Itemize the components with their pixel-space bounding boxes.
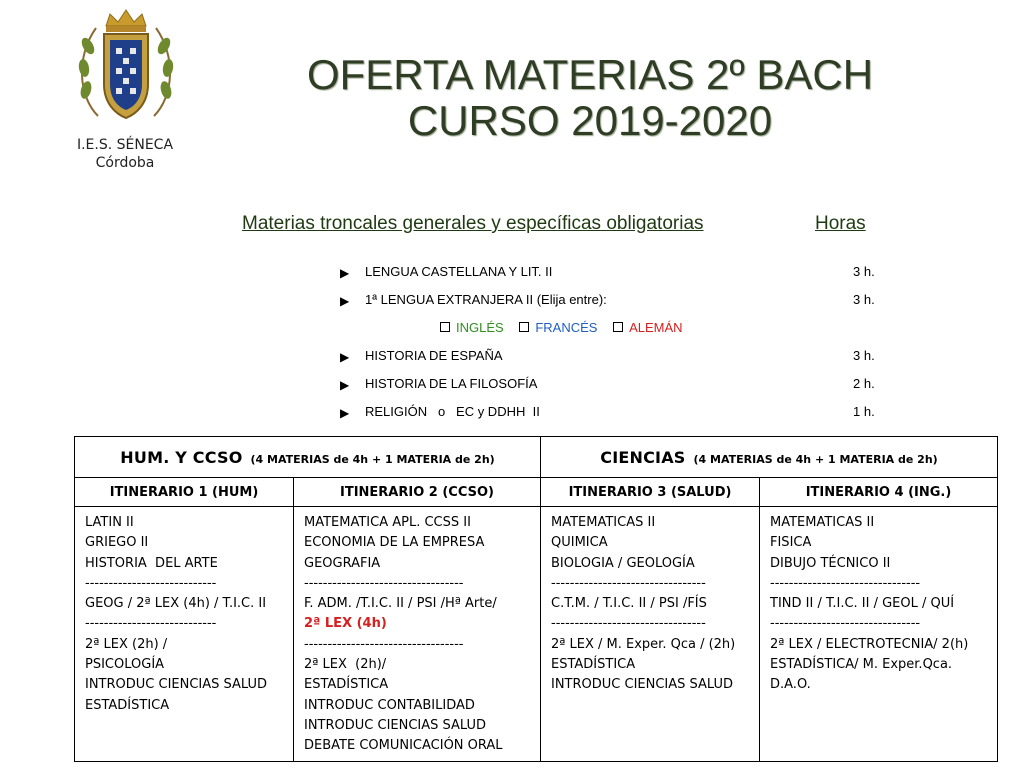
itinerary-3-subjects xyxy=(541,507,760,762)
list-item: MATEMATICAS II xyxy=(551,515,656,530)
list-item: ECONOMIA DE LA EMPRESA xyxy=(304,535,485,551)
page-title xyxy=(230,52,950,144)
separator: ---------------------------- xyxy=(85,616,217,632)
list-item: ESTADÍSTICA xyxy=(304,677,389,693)
subject-row xyxy=(340,290,880,318)
hours-header: Horas xyxy=(815,213,866,234)
separator: -------------------------------- xyxy=(770,575,921,591)
itinerary-4-subjects xyxy=(760,507,998,762)
list-item: DIBUJO TÉCNICO II xyxy=(770,555,891,571)
itinerary-2-subjects xyxy=(294,507,541,762)
list-item: INTRODUC CIENCIAS SALUD xyxy=(85,677,268,693)
school-name xyxy=(60,136,190,172)
option-frances: FRANCÉS xyxy=(535,320,598,335)
coat-of-arms-icon xyxy=(76,6,176,134)
group-header-row xyxy=(75,437,998,478)
itinerary-1-header: ITINERARIO 1 (HUM) xyxy=(75,478,294,507)
subject-hours: 1 h. xyxy=(853,404,875,419)
subject-label: RELIGIÓN o EC y DDHH II xyxy=(365,404,540,419)
list-item: 2ª LEX (4h) xyxy=(304,616,387,632)
subject-hours: 3 h. xyxy=(853,264,875,279)
list-item: ESTADÍSTICA/ M. Exper.Qca. xyxy=(770,657,953,673)
itinerary-content-row xyxy=(75,507,998,762)
option-aleman: ALEMÁN xyxy=(629,320,683,335)
option-ingles: INGLÉS xyxy=(456,320,504,335)
language-options xyxy=(440,318,695,338)
subjects-header: Materias troncales generales y específicas obligatorias xyxy=(242,213,704,234)
subject-hours: 3 h. xyxy=(853,348,875,363)
list-item: GEOGRAFIA xyxy=(304,555,381,571)
separator: --------------------------------- xyxy=(551,575,706,591)
list-item: BIOLOGIA / GEOLOGÍA xyxy=(551,555,695,571)
list-item: GEOG / 2ª LEX (4h) / T.I.C. II xyxy=(85,596,267,612)
list-item: C.T.M. / T.I.C. II / PSI /FÍS xyxy=(551,596,707,612)
subject-hours: 2 h. xyxy=(853,376,875,391)
subject-row xyxy=(340,262,880,290)
list-item: INTRODUC CIENCIAS SALUD xyxy=(304,717,487,733)
list-item: MATEMATICA APL. CCSS II xyxy=(304,515,471,530)
itinerary-2-header: ITINERARIO 2 (CCSO) xyxy=(294,478,541,507)
list-item: PSICOLOGÍA xyxy=(85,657,165,673)
triangle-right-icon: ▶ xyxy=(340,294,350,308)
separator: ---------------------------- xyxy=(85,575,217,591)
group-ciencias xyxy=(541,437,998,478)
list-item: INTRODUC CIENCIAS SALUD xyxy=(551,677,734,693)
group-note: (4 MATERIAS de 4h + 1 MATERIA de 2h) xyxy=(693,452,938,466)
group-title: CIENCIAS xyxy=(600,447,686,467)
subject-hours: 3 h. xyxy=(853,292,875,307)
itinerary-4-header: ITINERARIO 4 (ING.) xyxy=(760,478,998,507)
list-item: TIND II / T.I.C. II / GEOL / QUÍ xyxy=(770,596,955,612)
subject-list xyxy=(340,262,880,430)
list-item: 2ª LEX / ELECTROTECNIA/ 2(h) xyxy=(770,636,969,652)
list-item: D.A.O. xyxy=(770,677,811,693)
list-item: DEBATE COMUNICACIÓN ORAL xyxy=(304,738,503,754)
separator: ---------------------------------- xyxy=(304,636,464,652)
subject-row xyxy=(340,402,880,430)
list-item: GRIEGO II xyxy=(85,535,149,551)
itinerary-1-subjects xyxy=(75,507,294,762)
subject-label: HISTORIA DE ESPAÑA xyxy=(365,348,503,363)
list-item: 2ª LEX (2h) / xyxy=(85,636,168,652)
subject-row xyxy=(340,346,880,374)
triangle-right-icon: ▶ xyxy=(340,378,350,392)
checkbox-icon xyxy=(519,322,529,332)
subject-label: HISTORIA DE LA FILOSOFÍA xyxy=(365,376,538,391)
itinerary-table xyxy=(74,436,998,762)
title-line1: OFERTA MATERIAS 2º BACH xyxy=(306,51,874,98)
school-name-line1: I.E.S. SÉNECA xyxy=(76,137,174,153)
group-title: HUM. Y CCSO xyxy=(120,447,243,467)
school-logo xyxy=(60,6,190,176)
list-item: QUIMICA xyxy=(551,535,608,551)
separator: --------------------------------- xyxy=(551,616,706,632)
list-item: ESTADÍSTICA xyxy=(551,657,636,673)
itinerary-header-row xyxy=(75,478,998,507)
separator: -------------------------------- xyxy=(770,616,921,632)
list-item: MATEMATICAS II xyxy=(770,515,875,530)
title-line2: CURSO 2019-2020 xyxy=(407,97,773,144)
list-item: 2ª LEX / M. Exper. Qca / (2h) xyxy=(551,636,736,652)
school-city: Córdoba xyxy=(95,155,155,171)
subject-label: LENGUA CASTELLANA Y LIT. II xyxy=(365,264,553,279)
triangle-right-icon: ▶ xyxy=(340,350,350,364)
list-item: ESTADÍSTICA xyxy=(85,697,170,713)
list-item: F. ADM. /T.I.C. II / PSI /Hª Arte/ xyxy=(304,596,497,612)
triangle-right-icon: ▶ xyxy=(340,406,350,420)
list-item: 2ª LEX (2h)/ xyxy=(304,657,387,673)
group-note: (4 MATERIAS de 4h + 1 MATERIA de 2h) xyxy=(250,452,495,466)
list-item: LATIN II xyxy=(85,515,134,530)
triangle-right-icon: ▶ xyxy=(340,266,350,280)
list-item: INTRODUC CONTABILIDAD xyxy=(304,697,475,713)
itinerary-3-header: ITINERARIO 3 (SALUD) xyxy=(541,478,760,507)
subject-row xyxy=(340,374,880,402)
checkbox-icon xyxy=(440,322,450,332)
group-hum-ccso xyxy=(75,437,541,478)
separator: ---------------------------------- xyxy=(304,575,464,591)
list-item: HISTORIA DEL ARTE xyxy=(85,555,218,571)
list-item: FISICA xyxy=(770,535,812,551)
checkbox-icon xyxy=(613,322,623,332)
language-options-row xyxy=(340,318,880,346)
subject-label: 1ª LENGUA EXTRANJERA II (Elija entre): xyxy=(365,292,607,307)
